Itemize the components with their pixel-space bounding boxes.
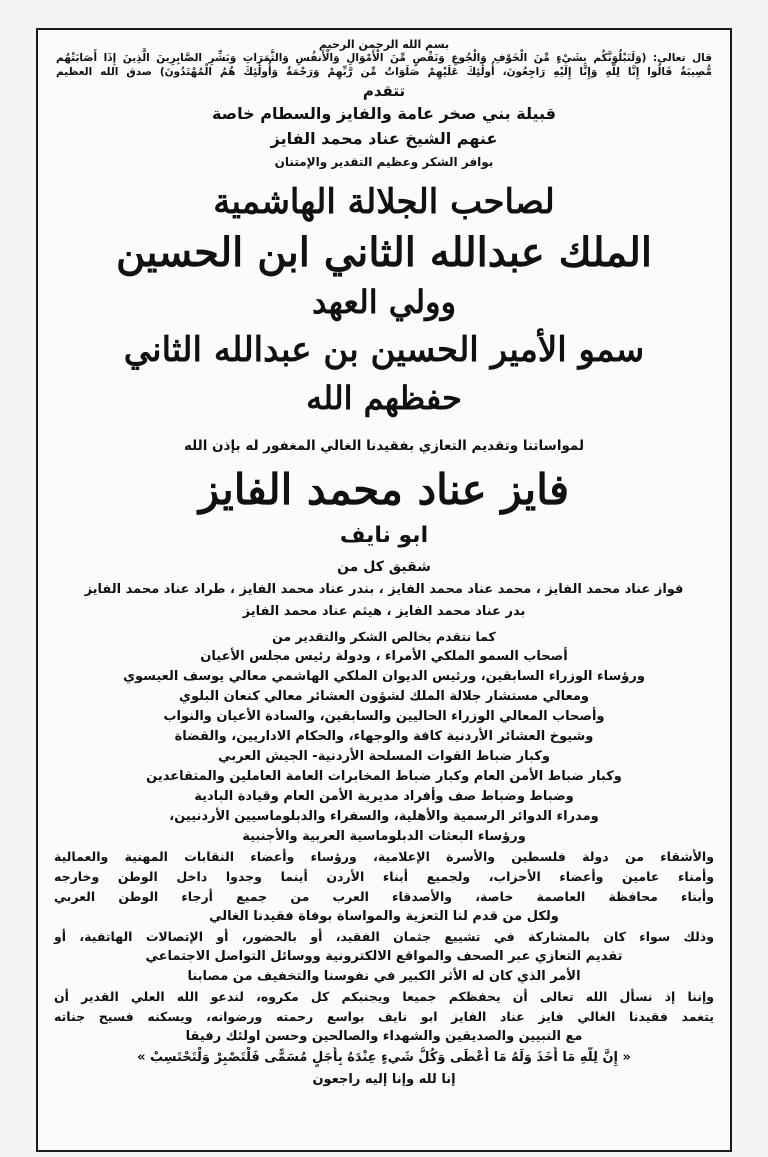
- paragraph-line: يتغمد فقيدنا الغالي فايز عناد الفايز ابو نايف بواسع رحمته ورضوانه، ويسكنه فسيح جناته: [54, 1009, 714, 1024]
- thanks-line: وكبار ضباط الأمن العام وكبار ضباط المخابرات العامة العاملين والمتقاعدين: [146, 769, 622, 784]
- thanks-line: ورؤساء البعثات الدبلوماسية العربية والأجنبية: [242, 829, 526, 844]
- gratitude-line: بوافر الشكر وعظيم التقدير والإمتنان: [274, 155, 494, 169]
- condolence-notice-frame: [36, 28, 732, 1152]
- addressee-crown-prince: سمو الأمير الحسين بن عبدالله الثاني: [123, 330, 645, 370]
- thanks-line: أصحاب السمو الملكي الأمراء ، ودولة رئيس مجلس الأعيان: [200, 649, 568, 664]
- on-behalf-line: عنهم الشيخ عناد محمد الفايز: [270, 129, 498, 148]
- thanks-line: وضباط وضباط صف وأفراد مديرية الأمن العام وقيادة البادية: [194, 789, 574, 804]
- addressee-crown-prince-title: وولي العهد: [311, 283, 457, 321]
- closing-verse: « إِنَّ لِلَّهِ مَا أَخَذَ وَلَهُ مَا أَعْطَى وَكُلُّ شَيءٍ عِنْدَهُ بِأَجَلٍ مُسَمًّى فَلْتَصْبِرْ وَلْتَحْتَسِبْ »: [137, 1050, 631, 1065]
- addressee-title: لصاحب الجلالة الهاشمية: [213, 182, 555, 222]
- paragraph-line: ولكل من قدم لنا التعزية والمواساة بوفاة فقيدنا الغالي: [209, 909, 559, 924]
- thanks-line: ومعالي مستشار جلالة الملك لشؤون العشائر معالي كنعان البلوي: [179, 689, 589, 704]
- condolence-line: لمواساتنا وتقديم التعازي بفقيدنا الغالي المغفور له بإذن الله: [183, 438, 585, 454]
- verse-line: قال تعالى: (وَلَنَبْلُوَنَّكُم بِشَيْءٍ مِّنَ الْخَوْفِ وَالْجُوعِ وَنَقْصٍ مِّنَ الْأَمْوَالِ وَالْأَنفُسِ وَالثَّمَرَاتِ وَبَشِّرِ الصَّابِرِينَ الَّذِينَ إِذَا أَصَابَتْهُم: [56, 52, 712, 64]
- paragraph-line: وذلك سواء كان بالمشاركة في تشييع جثمان الفقيد، أو بالحضور، أو الإتصالات الهاتفية، أو: [54, 929, 714, 944]
- verse-line: مُّصِيبَةٌ قَالُوا إِنَّا لِلَّهِ وَإِنَّا إِلَيْهِ رَاجِعُونَ، أُولَٰئِكَ عَلَيْهِمْ صَلَوَاتٌ مِّن رَّبِّهِمْ وَرَحْمَةٌ وَأُولَٰئِكَ هُمُ الْمُهْتَدُونَ) صدق الله العظيم: [56, 66, 712, 78]
- addressee-blessing: حفظهم الله: [306, 379, 462, 417]
- deceased-name: فايز عناد محمد الفايز: [198, 465, 570, 514]
- paragraph-line: والأشقاء من دولة فلسطين والأسرة الإعلامية، ورؤساء وأعضاء النقابات المهنية والعمالية: [54, 849, 714, 864]
- brothers-line: بدر عناد محمد الفايز ، هيثم عناد محمد الفايز: [242, 604, 526, 619]
- notice-content: [38, 30, 730, 1091]
- paragraph-line: الأمر الذي كان له الأثر الكبير في نفوسنا والتخفيف من مصابنا: [187, 969, 581, 984]
- quran-verse: [52, 51, 716, 79]
- tribe-line: قبيلة بني صخر عامة والفايز والسطام خاصة: [211, 104, 557, 123]
- thanks-intro: كما نتقدم بخالص الشكر والتقدير من: [272, 629, 496, 644]
- thanks-line: وشيوخ العشائر الأردنية كافة والوجهاء، والحكام الاداريين، والقضاة: [174, 729, 594, 744]
- brother-of-label: شقيق كل من: [337, 559, 431, 575]
- thanks-line: وأصحاب المعالي الوزراء الحاليين والسابقين، والسادة الأعيان والنواب: [163, 709, 605, 724]
- paragraph-line: وأمناء عامين وأعضاء الأحزاب، ولجميع أبناء الأردن أينما وجدوا داخل الوطن وخارجه: [54, 869, 714, 884]
- deceased-kunya: ابو نايف: [339, 523, 429, 548]
- paragraph-line: مع النبيين والصديقين والشهداء والصالحين وحسن اولئك رفيقا: [185, 1029, 583, 1044]
- paragraph-line: وإننا إذ نسأل الله تعالى أن يحفظكم جميعا ويجنبكم كل مكروه، لندعو الله العلي القدير أن: [54, 989, 714, 1004]
- brothers-line: فواز عناد محمد الفايز ، محمد عناد محمد الفايز ، بندر عناد محمد الفايز ، طراد عناد محمد الفايز: [84, 582, 684, 597]
- addressee-king: الملك عبدالله الثاني ابن الحسين: [115, 229, 653, 276]
- thanks-line: ومدراء الدوائر الرسمية والأهلية، والسفراء والدبلوماسيين الأردنيين،: [169, 809, 599, 824]
- presents-heading: تتقدم: [362, 82, 406, 100]
- thanks-line: ورؤساء الوزراء السابقين، ورئيس الديوان الملكي الهاشمي معالي يوسف العيسوي: [123, 669, 645, 684]
- basmala: بسم الله الرحمن الرحيم: [318, 38, 450, 51]
- paragraph-line: وأبناء محافظة العاصمة خاصة، والأصدقاء العرب من جميع أرجاء الوطن العربي: [54, 889, 714, 904]
- final-line: إنا لله وإنا إليه راجعون: [312, 1072, 456, 1087]
- paragraph-line: تقديم التعازي عبر الصحف والمواقع الالكترونية ووسائل التواصل الاجتماعي: [145, 949, 623, 964]
- thanks-line: وكبار ضباط القوات المسلحة الأردنية- الجيش العربي: [218, 749, 550, 764]
